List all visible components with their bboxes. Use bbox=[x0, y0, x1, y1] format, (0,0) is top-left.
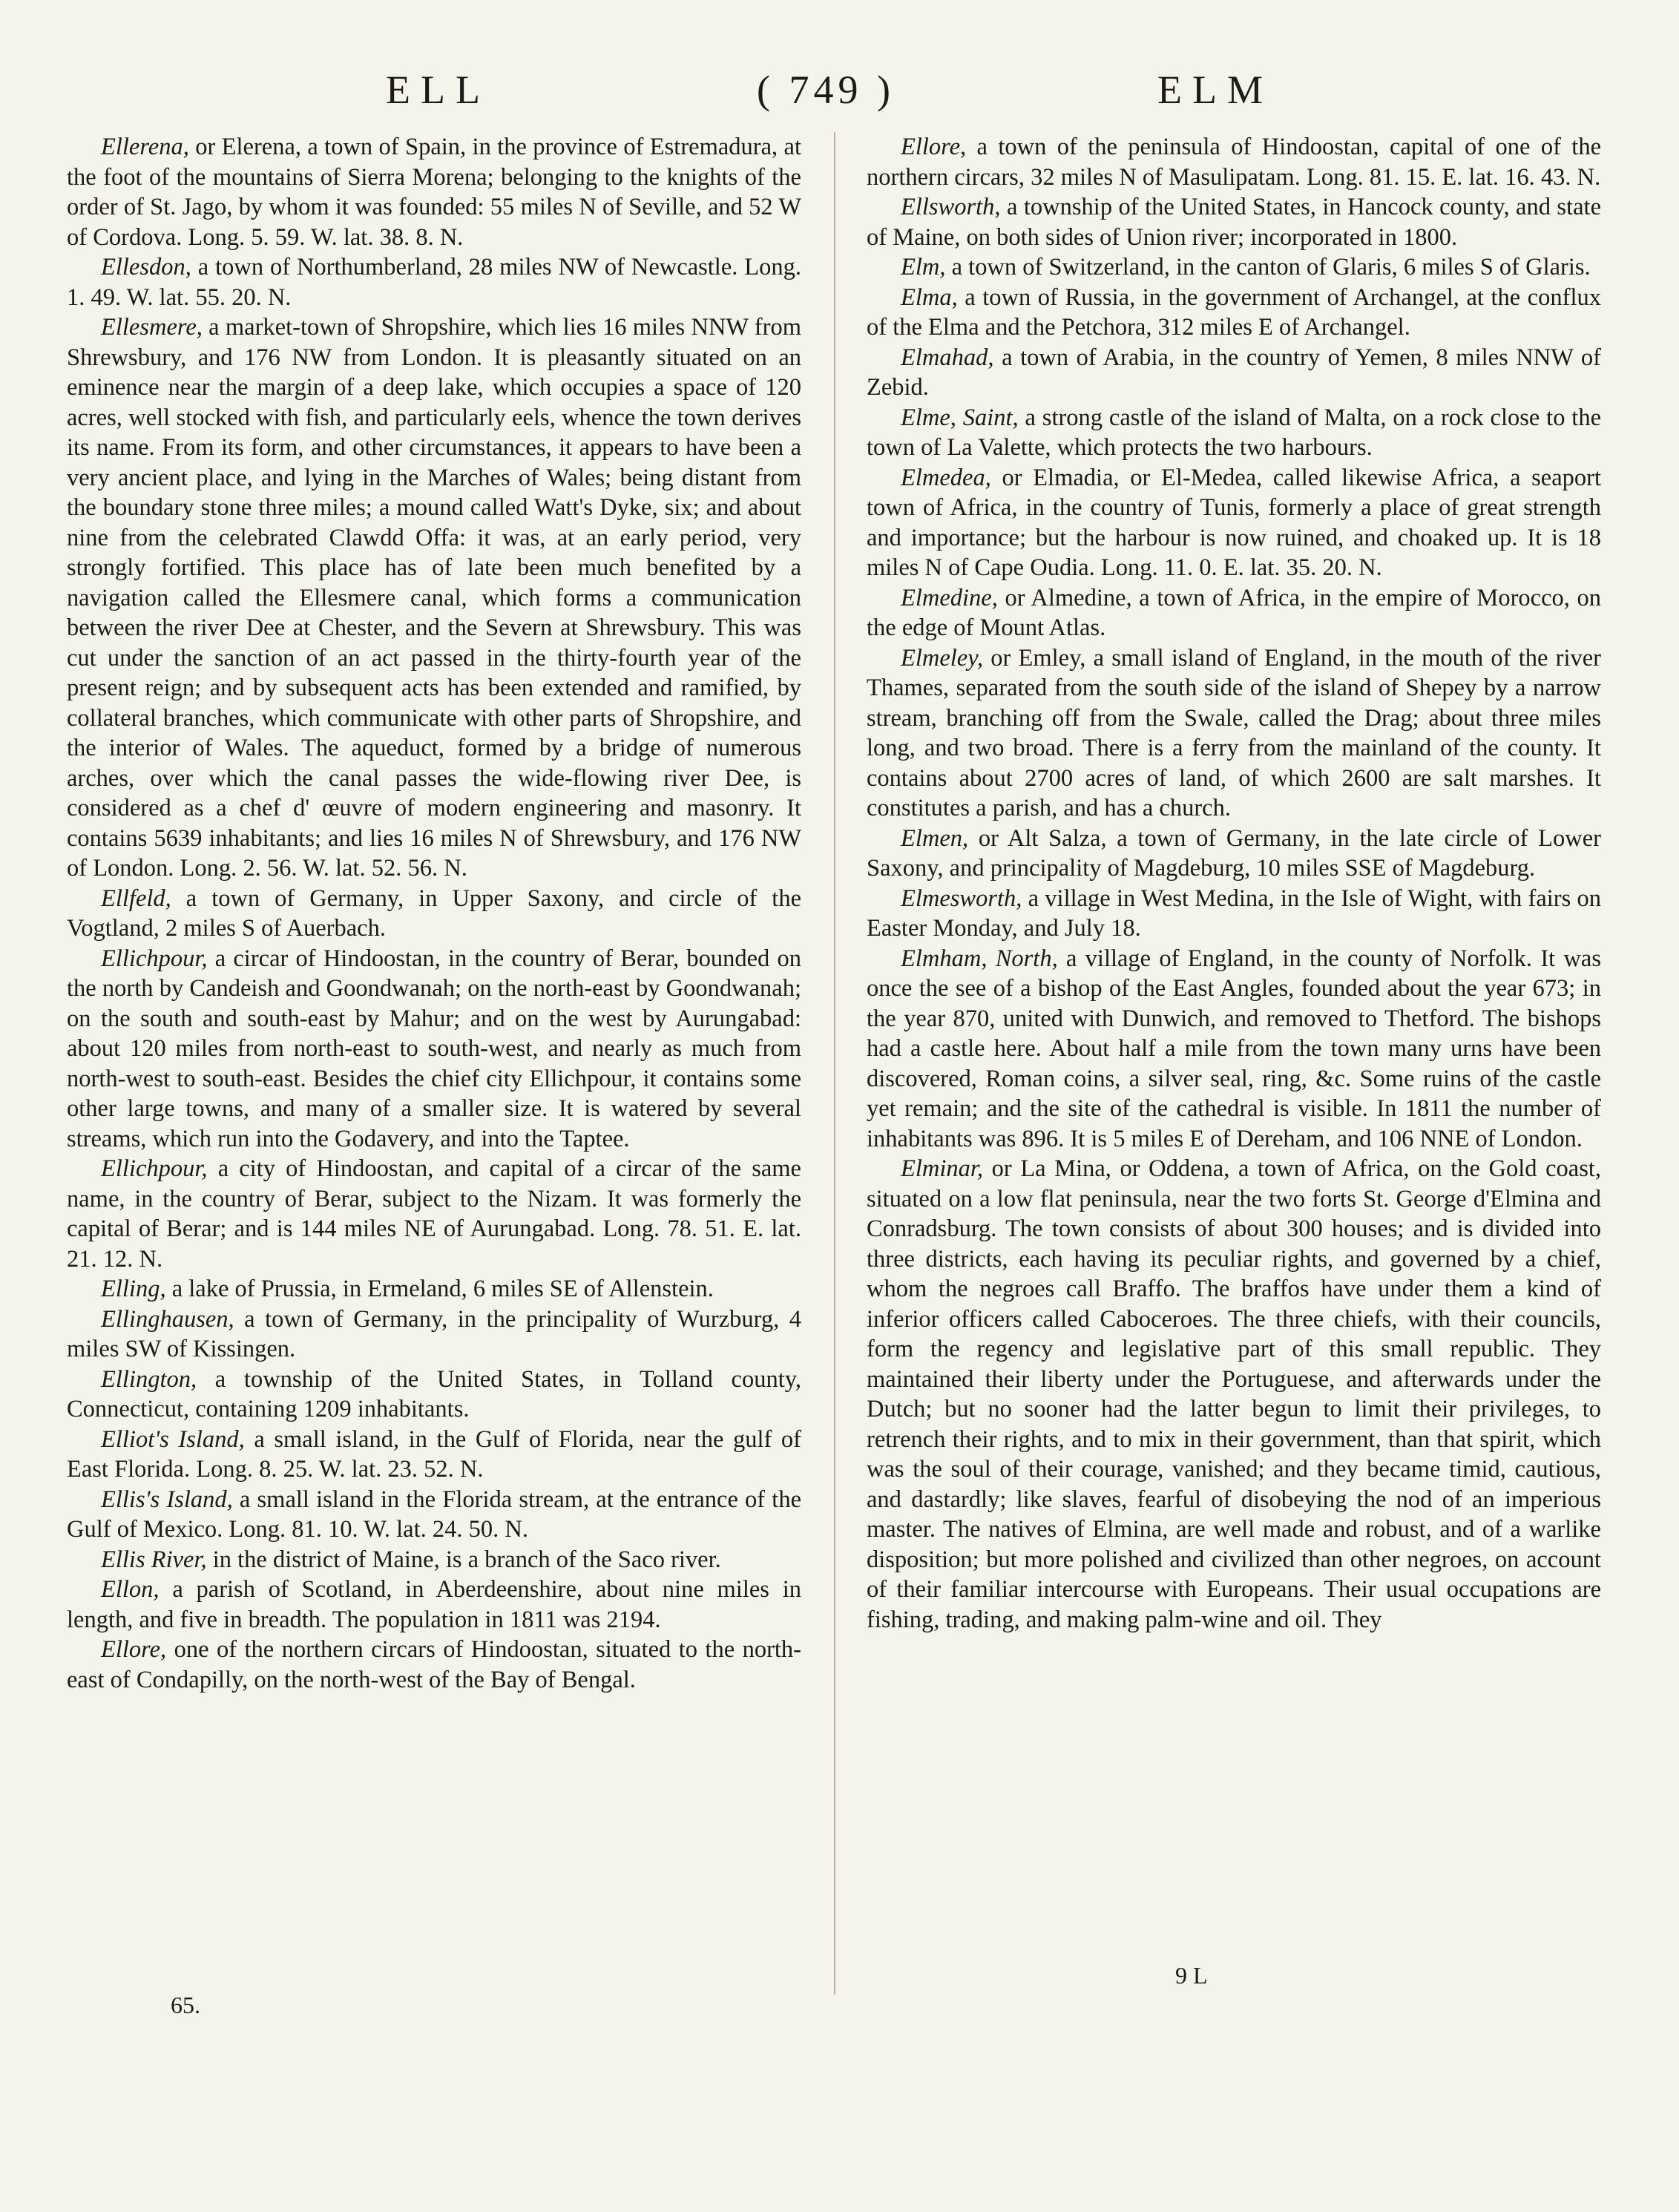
entry-text: a town of Arabia, in the country of Yemen, 8 miles NNW of Zebid. bbox=[867, 344, 1601, 401]
entry-term: Ellsworth, bbox=[901, 194, 1001, 220]
entry bbox=[67, 1425, 801, 1485]
entry bbox=[67, 312, 801, 884]
entry-term: Ellinghausen, bbox=[101, 1305, 234, 1333]
entry-term: Ellon, bbox=[101, 1576, 160, 1603]
entry-term: Elmedine, bbox=[901, 584, 998, 611]
entry-text: or Elerena, a town of Spain, in the province of Estremadura, at the foot of the mountains of Sierra Morena; belonging to the knights of the order of St. Jago, by whom it was founded: 55 miles N of Seville, and 52 W of Cordova. Long. 5. 59. W. lat. 38. 8. N. bbox=[67, 134, 801, 251]
entry bbox=[867, 403, 1601, 463]
entry bbox=[67, 252, 801, 312]
entry-text: or La Mina, or Oddena, a town of Africa, on the Gold coast, situated on a low flat peninsula, near the two forts St. George d'Elmina and Conradsburg. The town consists of about 300 houses; and is divided into three districts, each having its peculiar rights, and governed by a chief, whom the negroes call Braffo. The braffos have under them a kind of inferior officers called Caboceroes. The three chiefs, with their councils, form the regency and legislative part of this small republic. They maintained their liberty under the Portuguese, and afterwards under the Dutch; but no sooner had the latter begun to limit their privileges, to retrench their rights, and to mix in their government, than that spirit, which was the soul of their courage, vanished; and they became timid, cautious, and dastardly; like slaves, fearful of disobeying the nod of an imperious master. The natives of Elmina, are well made and robust, and of a warlike disposition; but more polished and civilized than other negroes, on account of their familiar intercourse with Europeans. Their usual occupations are fishing, trading, and making palm-wine and oil. They bbox=[867, 1155, 1601, 1633]
entry-term: Elmham, North, bbox=[901, 945, 1058, 972]
entry-text: a town of Russia, in the government of Archangel, at the conflux of the Elma and the Petchora, 312 miles E of Archangel. bbox=[867, 283, 1601, 341]
entry bbox=[67, 1274, 801, 1304]
entry-text: a circar of Hindoostan, in the country of Berar, bounded on the north by Candeish and Goondwanah; on the north-east by Goondwanah; on the south and south-east by Mahur; and on the west by Aurungabad: about 120 miles from north-east to south-west, and nearly as much from north-west to south-east. Besides the chief city Ellichpour, it contains some other large towns, and many of a smaller size. It is watered by several streams, which run into the Godavery, and into the Taptee. bbox=[67, 945, 801, 1152]
entry bbox=[67, 1154, 801, 1274]
entry-text: a town of Switzerland, in the canton of Glaris, 6 miles S of Glaris. bbox=[945, 254, 1591, 280]
entry bbox=[867, 583, 1601, 643]
header-left-catchword: ELL bbox=[386, 68, 490, 112]
entry-text: a lake of Prussia, in Ermeland, 6 miles SE of Allenstein. bbox=[165, 1276, 714, 1302]
entry-text: in the district of Maine, is a branch of the Saco river. bbox=[206, 1546, 721, 1573]
entry-term: Elmesworth, bbox=[901, 885, 1022, 912]
page-number: ( 749 ) bbox=[757, 68, 895, 112]
column-divider bbox=[834, 132, 835, 1995]
entry-term: Elmedea, bbox=[901, 464, 991, 491]
entry bbox=[867, 824, 1601, 884]
entry-term: Ellore, bbox=[101, 1636, 167, 1663]
entry bbox=[67, 944, 801, 1155]
entry-term: Ellis River, bbox=[101, 1546, 207, 1573]
left-column bbox=[67, 132, 801, 1695]
entry-text: a town of Germany, in the principality of Wurzburg, 4 miles SW of Kissingen. bbox=[67, 1305, 801, 1362]
entry-term: Elmen, bbox=[901, 824, 969, 852]
entry bbox=[67, 1575, 801, 1635]
header-right-catchword: ELM bbox=[1157, 68, 1273, 112]
entry bbox=[867, 252, 1601, 283]
entry-term: Elmeley, bbox=[901, 644, 983, 672]
entry bbox=[867, 343, 1601, 403]
signature-mark-right: 9 L bbox=[1175, 1962, 1208, 1989]
entry-text: a village of England, in the county of Norfolk. It was once the see of a bishop of the East Angles, founded about the year 673; in the year 870, united with Dunwich, and removed to Thetford. The bishops had a castle here. About half a mile from the town many urns have been discovered, Roman coins, a silver seal, ring, &c. Some ruins of the castle yet remain; and the site of the cathedral is visible. In 1811 the number of inhabitants was 896. It is 5 miles E of Dereham, and 106 NNE of London. bbox=[867, 945, 1601, 1152]
entry bbox=[867, 283, 1601, 343]
entry-text: a strong castle of the island of Malta, on a rock close to the town of La Valette, which protects the two harbours. bbox=[867, 404, 1601, 461]
entry-text: a city of Hindoostan, and capital of a circar of the same name, in the country of Berar, subject to the Nizam. It was formerly the capital of Berar; and is 144 miles NE of Aurungabad. Long. 78. 51. E. lat. 21. 12. N. bbox=[67, 1155, 801, 1273]
running-header bbox=[0, 67, 1679, 126]
entry-text: one of the northern circars of Hindoostan, situated to the north-east of Condapilly, on the north-west of the Bay of Bengal. bbox=[67, 1636, 801, 1693]
entry-text: a small island in the Florida stream, at the entrance of the Gulf of Mexico. Long. 81. 10. W. lat. 24. 50. N. bbox=[67, 1486, 802, 1543]
entry bbox=[867, 643, 1601, 824]
entry bbox=[867, 132, 1601, 192]
entry-text: a market-town of Shropshire, which lies 16 miles NNW from Shrewsbury, and 176 NW from London. It is pleasantly situated on an eminence near the margin of a deep lake, which occupies a space of 120 acres, well stocked with fish, and particularly eels, whence the town derives its name. From its form, and other circumstances, it appears to have been a very ancient place, and lying in the Marches of Wales; being distant from the boundary stone three miles; a mound called Watt's Dyke, six; and about nine from the celebrated Clawdd Offa: it was, at an early period, very strongly fortified. This place has of late been much benefited by a navigation called the Ellesmere canal, which forms a communication between the river Dee at Chester, and the Severn at Shrewsbury. This was cut under the sanction of an act passed in the thirty-fourth year of the present reign; and by subsequent acts has been extended and ramified, by collateral branches, which communicate with other parts of Shropshire, and the interior of Wales. The aqueduct, formed by a bridge of numerous arches, over which the canal passes the wide-flowing river Dee, is considered as a chef d' œuvre of modern engineering and masonry. It contains 5639 inhabitants; and lies 16 miles N of Shrewsbury, and 176 NW of London. Long. 2. 56. W. lat. 52. 56. N. bbox=[67, 314, 801, 882]
entry-term: Ellfeld, bbox=[101, 885, 171, 912]
entry-term: Elm, bbox=[901, 254, 946, 280]
entry-term: Ellis's Island, bbox=[101, 1486, 233, 1513]
entry-text: a township of the United States, in Hancock county, and state of Maine, on both sides of Union river; incorporated in 1800. bbox=[867, 194, 1601, 251]
entry bbox=[67, 1304, 801, 1365]
entry bbox=[867, 192, 1601, 252]
entry bbox=[867, 1154, 1601, 1635]
entry-text: a town of the peninsula of Hindoostan, capital of one of the northern circars, 32 miles N of Masulipatam. Long. 81. 15. E. lat. 16. 43. N. bbox=[867, 134, 1601, 191]
entry-text: a parish of Scotland, in Aberdeenshire, about nine miles in length, and five in breadth. The population in 1811 was 2194. bbox=[67, 1576, 801, 1633]
entry-term: Elling, bbox=[101, 1276, 166, 1302]
entry bbox=[867, 884, 1601, 944]
entry bbox=[67, 1485, 801, 1545]
entry bbox=[867, 944, 1601, 1155]
entry bbox=[867, 463, 1601, 583]
entry-term: Ellerena, bbox=[101, 134, 189, 160]
entry bbox=[67, 132, 801, 252]
entry bbox=[67, 884, 801, 944]
entry-term: Ellore, bbox=[901, 134, 967, 160]
entry-text: a town of Germany, in Upper Saxony, and circle of the Vogtland, 2 miles S of Auerbach. bbox=[67, 885, 801, 942]
entry-term: Elliot's Island, bbox=[101, 1425, 245, 1453]
entry-term: Ellichpour, bbox=[101, 1155, 208, 1182]
entry-text: a township of the United States, in Tolland county, Connecticut, containing 1209 inhabitants. bbox=[67, 1365, 801, 1422]
entry-text: a small island, in the Gulf of Florida, near the gulf of East Florida. Long. 8. 25. W. lat. 23. 52. N. bbox=[67, 1425, 801, 1483]
entry-term: Elma, bbox=[901, 283, 958, 311]
entry-term: Ellesmere, bbox=[101, 314, 203, 341]
entry-text: or Elmadia, or El-Medea, called likewise Africa, a seaport town of Africa, in the country of Tunis, formerly a place of great strength and importance; but the harbour is now ruined, and choaked up. It is 18 miles N of Cape Oudia. Long. 11. 0. E. lat. 35. 20. N. bbox=[867, 464, 1601, 581]
entry-term: Elmahad, bbox=[901, 344, 994, 371]
entry bbox=[67, 1635, 801, 1695]
entry bbox=[67, 1545, 801, 1575]
entry-text: or Emley, a small island of England, in the mouth of the river Thames, separated from the south side of the island of Shepey by a narrow stream, branching off from the Swale, called the Drag; about three miles long, and two broad. There is a ferry from the mainland of the county. It contains about 2700 acres of land, of which 2600 are salt marshes. It constitutes a parish, and has a church. bbox=[867, 644, 1601, 821]
right-column bbox=[867, 132, 1601, 1635]
entry-term: Ellington, bbox=[101, 1365, 197, 1393]
entry-term: Elminar, bbox=[901, 1155, 984, 1182]
entry-text: or Almedine, a town of Africa, in the empire of Morocco, on the edge of Mount Atlas. bbox=[867, 584, 1601, 641]
entry-term: Ellesdon, bbox=[101, 254, 191, 280]
entry-text: a village in West Medina, in the Isle of Wight, with fairs on Easter Monday, and July 18. bbox=[867, 885, 1601, 942]
entry-term: Ellichpour, bbox=[101, 945, 208, 972]
signature-mark-left: 65. bbox=[171, 1992, 200, 2018]
entry-text: a town of Northumberland, 28 miles NW of Newcastle. Long. 1. 49. W. lat. 55. 20. N. bbox=[67, 254, 801, 311]
entry-term: Elme, Saint, bbox=[901, 404, 1019, 431]
entry bbox=[67, 1365, 801, 1425]
entry-text: or Alt Salza, a town of Germany, in the late circle of Lower Saxony, and principality of Magdeburg, 10 miles SSE of Magdeburg. bbox=[867, 824, 1601, 882]
